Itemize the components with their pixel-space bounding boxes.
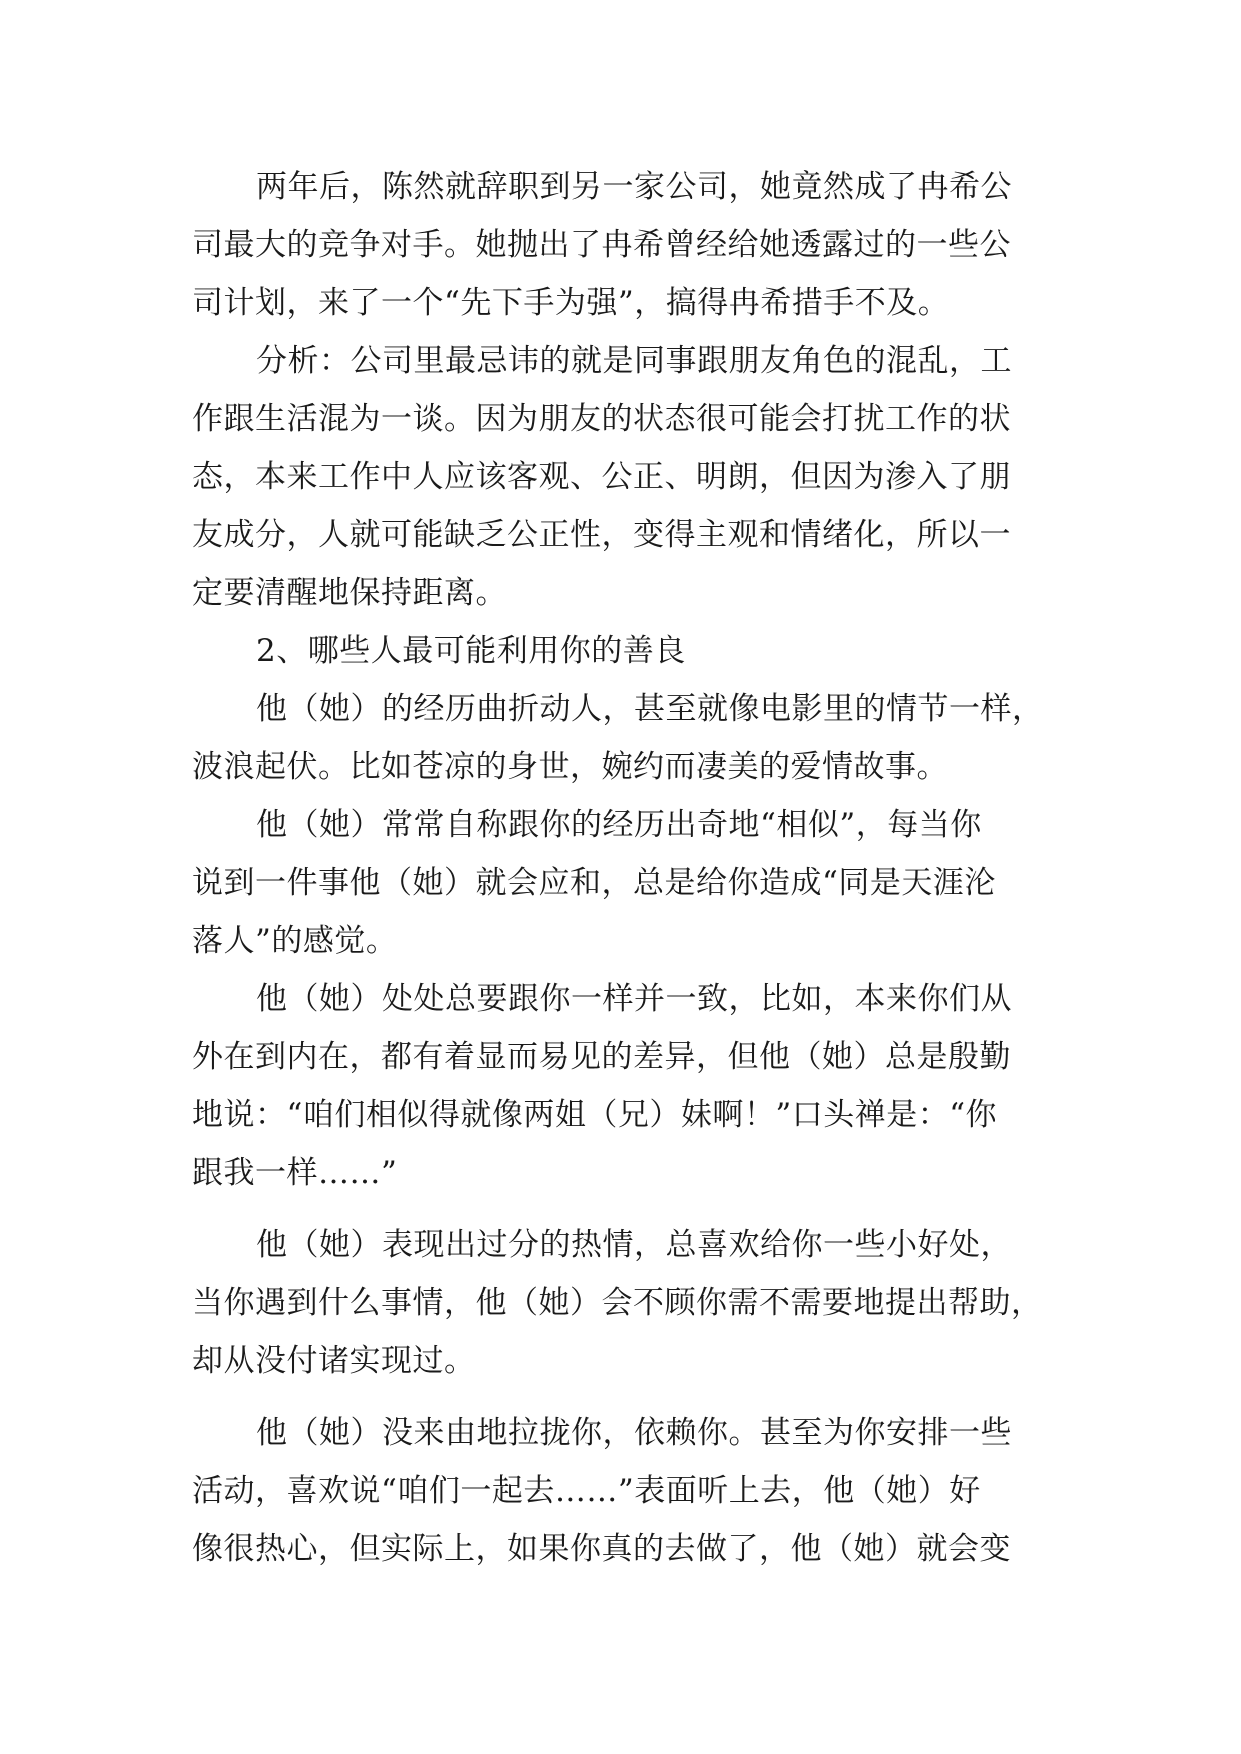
paragraph-line: 分析：公司里最忌讳的就是同事跟朋友角色的混乱，工 bbox=[256, 343, 1012, 379]
paragraph-line: 作跟生活混为一谈。因为朋友的状态很可能会打扰工作的状 bbox=[192, 401, 1011, 437]
paragraph-line: 跟我一样……” bbox=[192, 1155, 398, 1191]
paragraph-line: 司计划，来了一个“先下手为强”，搞得冉希措手不及。 bbox=[192, 285, 950, 321]
paragraph-line: 他（她）没来由地拉拢你，依赖你。甚至为你安排一些 bbox=[256, 1415, 1012, 1451]
paragraph-line: 他（她）常常自称跟你的经历出奇地“相似”，每当你 bbox=[256, 807, 982, 843]
paragraph-line: 司最大的竞争对手。她抛出了冉希曾经给她透露过的一些公 bbox=[192, 227, 1011, 263]
paragraph-line: 却从没付诸实现过。 bbox=[192, 1343, 476, 1379]
paragraph-line: 波浪起伏。比如苍凉的身世，婉约而凄美的爱情故事。 bbox=[192, 749, 948, 785]
paragraph-line: 他（她）的经历曲折动人，甚至就像电影里的情节一样， bbox=[256, 691, 1044, 727]
paragraph-line: 外在到内在，都有着显而易见的差异，但他（她）总是殷勤 bbox=[192, 1039, 1011, 1075]
paragraph-line: 落人”的感觉。 bbox=[192, 923, 398, 959]
paragraph-line: 他（她）表现出过分的热情，总喜欢给你一些小好处， bbox=[256, 1227, 1012, 1263]
paragraph-line: 当你遇到什么事情，他（她）会不顾你需不需要地提出帮助， bbox=[192, 1285, 1043, 1321]
paragraph-line: 活动，喜欢说“咱们一起去……”表面听上去，他（她）好 bbox=[192, 1473, 981, 1509]
paragraph-line: 态，本来工作中人应该客观、公正、明朗，但因为渗入了朋 bbox=[192, 459, 1011, 495]
paragraph-line: 地说：“咱们相似得就像两姐（兄）妹啊！”口头禅是：“你 bbox=[192, 1097, 998, 1133]
section-heading: 2、哪些人最可能利用你的善良 bbox=[256, 633, 686, 669]
paragraph-line: 像很热心，但实际上，如果你真的去做了，他（她）就会变 bbox=[192, 1531, 1011, 1567]
paragraph-line: 两年后，陈然就辞职到另一家公司，她竟然成了冉希公 bbox=[256, 169, 1012, 205]
paragraph-line: 说到一件事他（她）就会应和，总是给你造成“同是天涯沦 bbox=[192, 865, 996, 901]
paragraph-line: 友成分，人就可能缺乏公正性，变得主观和情绪化，所以一 bbox=[192, 517, 1011, 553]
paragraph-line: 定要清醒地保持距离。 bbox=[192, 575, 507, 611]
document-body bbox=[192, 158, 1062, 1578]
paragraph-line: 他（她）处处总要跟你一样并一致，比如，本来你们从 bbox=[256, 981, 1012, 1017]
